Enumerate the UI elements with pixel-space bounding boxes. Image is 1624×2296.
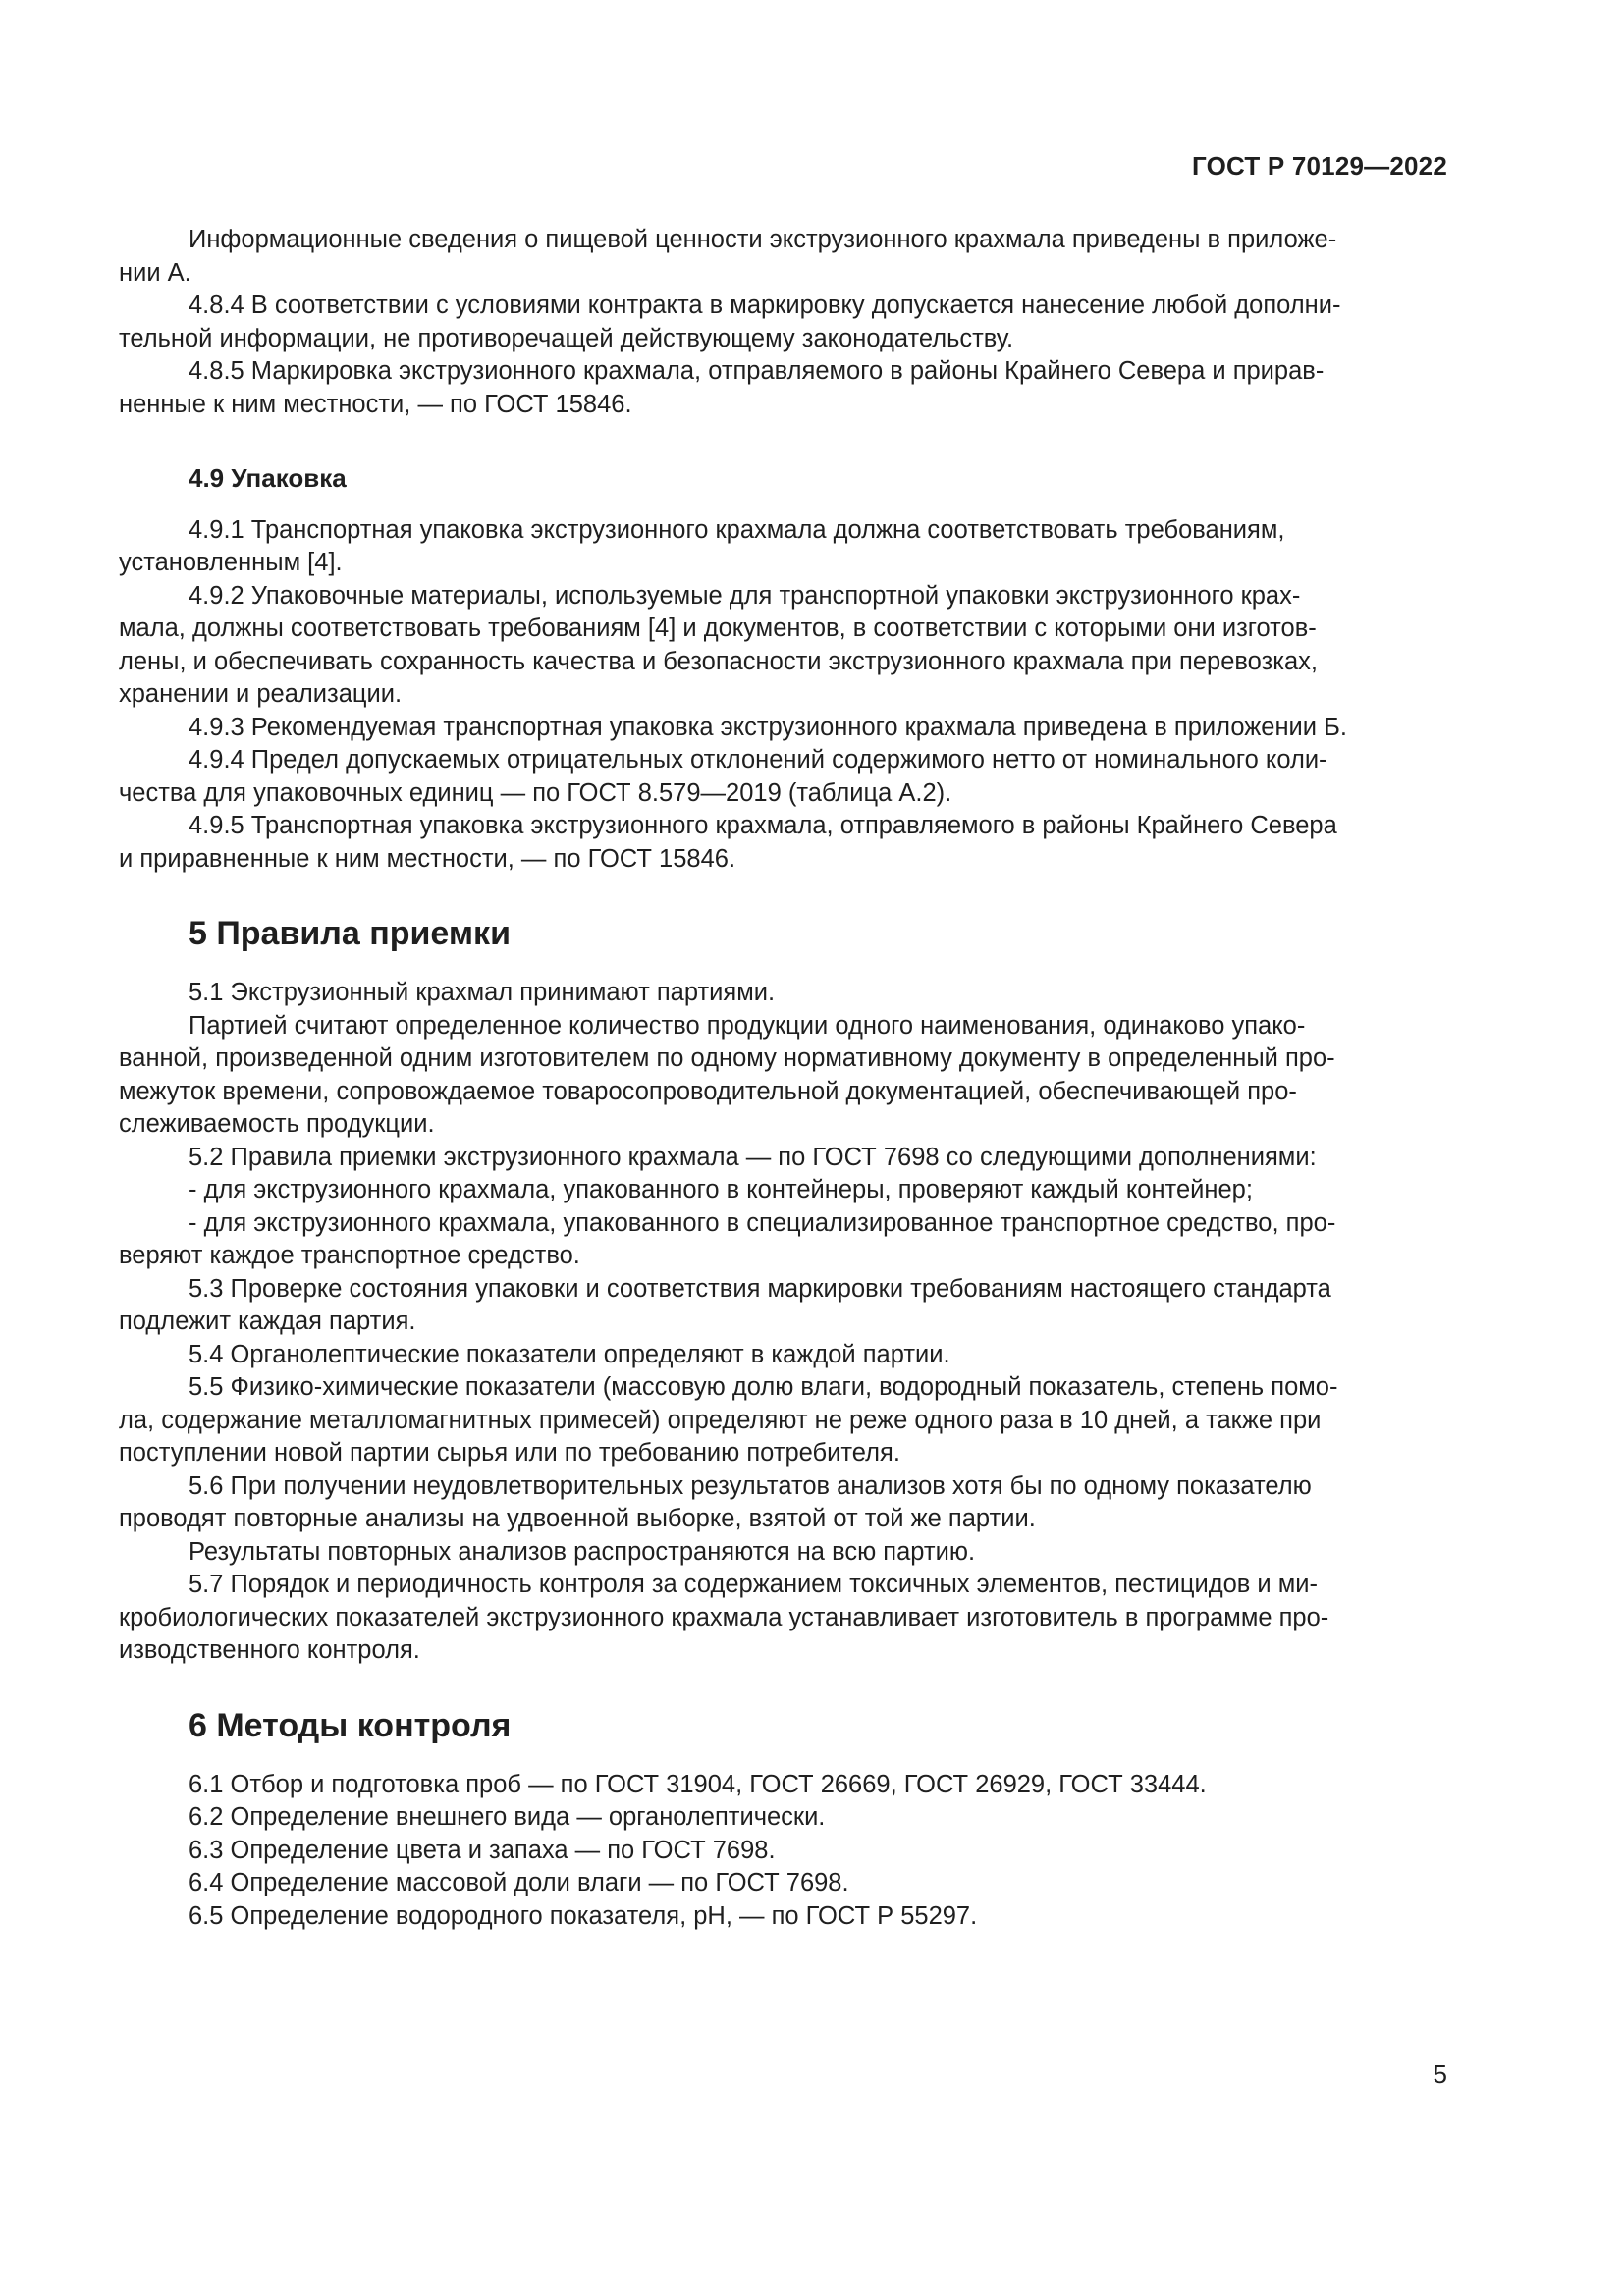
page-number: 5 — [1433, 2059, 1447, 2089]
document-code-header: ГОСТ Р 70129—2022 — [1192, 151, 1447, 181]
list-item-containers: - для экструзионного крахмала, упакованного в контейнеры, проверяют каждый контейнер; — [189, 1176, 1253, 1203]
paragraph-4-8-5: 4.8.5 Маркировка экструзионного крахмала, отправляемого в районы Крайнего Севера и прирав- ненные к ним местности, — по ГОСТ 15846. — [119, 357, 1325, 418]
paragraph-5-5: 5.5 Физико-химические показатели (массовую долю влаги, водородный показатель, степень помо- ла, содержание металломагнитных примесей) определяют не реже одного раза в 10 дней, а также при поступлении новой партии сырья или по требованию потребителя. — [119, 1373, 1338, 1467]
paragraph-4-8-4: 4.8.4 В соответствии с условиями контракта в маркировку допускается нанесение любой дополни- тельной информации, не противоречащей действующему законодательству. — [119, 292, 1341, 352]
paragraph-4-9-4: 4.9.4 Предел допускаемых отрицательных отклонений содержимого нетто от номинального коли- чества для упаковочных единиц — по ГОСТ 8.579—2019 (таблица А.2). — [119, 746, 1327, 807]
paragraph-4-9-2: 4.9.2 Упаковочные материалы, используемые для транспортной упаковки экструзионного крах- мала, должны соответствовать требованиям [4] и документов, в соответствии с которыми они изготов- лены, и обеспечивать сохранность качества и безопасности экструзионного крахмала при перевозках, хранении и реализации. — [119, 581, 1318, 708]
paragraph-4-9-5: 4.9.5 Транспортная упаковка экструзионного крахмала, отправляемого в районы Крайнего Севера и приравненные к ним местности, — по ГОСТ 15846. — [119, 812, 1337, 873]
paragraph-5-3: 5.3 Проверке состояния упаковки и соответствия маркировки требованиям настоящего стандарта подлежит каждая партия. — [119, 1274, 1331, 1335]
paragraph-5-2: 5.2 Правила приемки экструзионного крахмала — по ГОСТ 7698 со следующими дополнениями: — [189, 1143, 1317, 1171]
paragraph-6-1: 6.1 Отбор и подготовка проб — по ГОСТ 31904, ГОСТ 26669, ГОСТ 26929, ГОСТ 33444. — [189, 1770, 1207, 1798]
paragraph-repeat-results: Результаты повторных анализов распространяются на всю партию. — [189, 1537, 976, 1566]
paragraph-nutrition-info: Информационные сведения о пищевой ценности экструзионного крахмала приведены в приложе- нии А. — [119, 226, 1337, 287]
paragraph-6-5: 6.5 Определение водородного показателя, pH, — по ГОСТ Р 55297. — [189, 1901, 978, 1930]
paragraph-batch-definition: Партией считают определенное количество продукции одного наименования, одинаково упако- ванной, произведенной одним изготовителем по одному нормативному документу в определенный про- межуток времени, сопровождаемое товаросопроводительной документацией, обеспечивающей про- слеживаемость продукции. — [119, 1011, 1335, 1138]
list-item-transport: - для экструзионного крахмала, упакованного в специализированное транспортное средство, про- веряют каждое транспортное средство. — [119, 1208, 1336, 1269]
subsection-title-4-9: 4.9 Упаковка — [189, 463, 347, 493]
paragraph-6-3: 6.3 Определение цвета и запаха — по ГОСТ 7698. — [189, 1836, 776, 1864]
paragraph-5-4: 5.4 Органолептические показатели определяют в каждой партии. — [189, 1340, 950, 1368]
paragraph-6-2: 6.2 Определение внешнего вида — органолептически. — [189, 1803, 826, 1831]
paragraph-4-9-1: 4.9.1 Транспортная упаковка экструзионного крахмала должна соответствовать требованиям, установленным [4]. — [119, 515, 1285, 576]
paragraph-5-7: 5.7 Порядок и периодичность контроля за содержанием токсичных элементов, пестицидов и ми- кробиологических показателей экструзионного крахмала устанавливает изготовитель в программе про- изводственного контроля. — [119, 1571, 1329, 1664]
paragraph-5-1: 5.1 Экструзионный крахмал принимают партиями. — [189, 979, 776, 1006]
section-title-5: 5 Правила приемки — [189, 915, 511, 952]
page-content — [119, 224, 1443, 1933]
paragraph-4-9-3: 4.9.3 Рекомендуемая транспортная упаковка экструзионного крахмала приведена в приложении Б. — [189, 713, 1347, 741]
paragraph-6-4: 6.4 Определение массовой доли влаги — по ГОСТ 7698. — [189, 1869, 849, 1896]
paragraph-5-6: 5.6 При получении неудовлетворительных результатов анализов хотя бы по одному показателю проводят повторные анализы на удвоенной выборке, взятой от той же партии. — [119, 1471, 1312, 1532]
section-title-6: 6 Методы контроля — [189, 1706, 512, 1744]
